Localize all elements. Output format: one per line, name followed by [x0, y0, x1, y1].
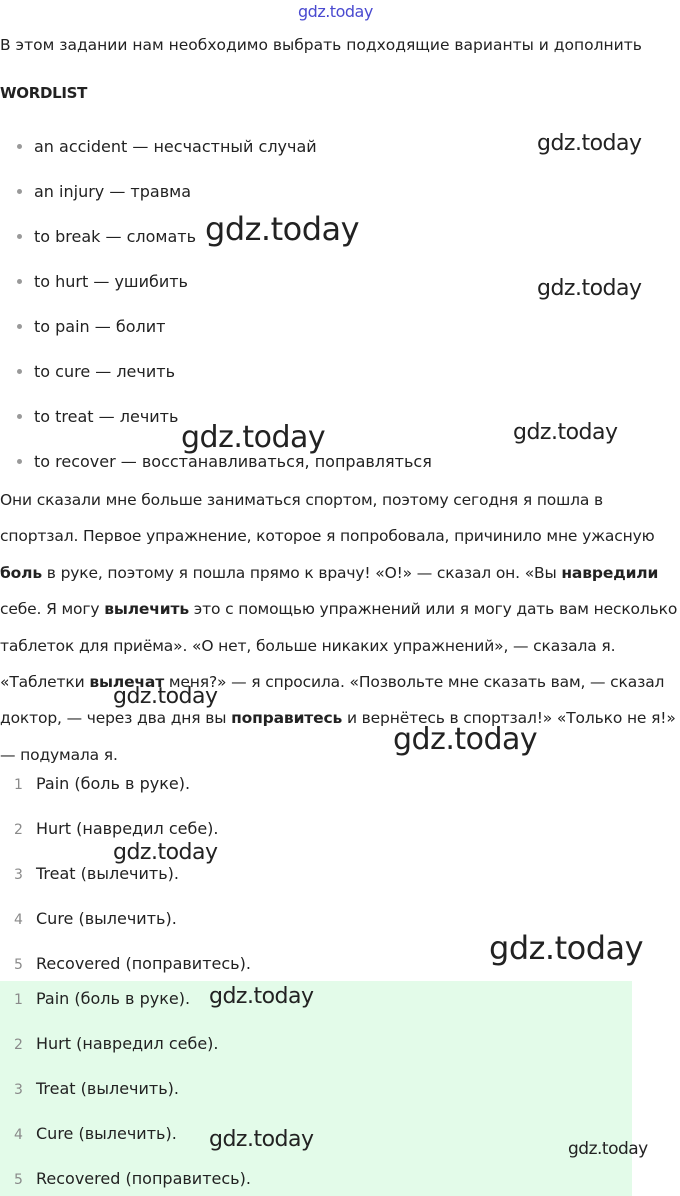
wordlist-item: to break — сломать: [17, 227, 196, 246]
bullet-icon: [17, 234, 22, 239]
watermark: gdz.today: [113, 684, 218, 709]
answer-item: 3 Treat (вылечить).: [14, 864, 179, 883]
story-paragraph: Они сказали мне больше заниматься спортом, поэтому сегодня я пошла в спортзал. Первое упражнение, которое я попробовала, причинило мне ужасную боль в руке, поэтому я пошла прямо к врачу! «О!» — сказал он. «Вы навредили себе. Я могу вылечить это с помощью упражнений или я могу дать вам несколько таблеток для приёма». «О нет, больше никаких упражнений», — сказала я. «Таблетки вылечат меня?» — я спросила. «Позвольте мне сказать вам, — сказал доктор, — через два дня вы поправитесь и вернётесь в спортзал!» «Только не я!» — подумала я.: [0, 491, 678, 764]
watermark: gdz.today: [568, 1139, 648, 1159]
story-keyword: вылечат: [89, 673, 165, 692]
intro-text: В этом задании нам необходимо выбрать подходящие варианты и дополнить: [0, 36, 642, 54]
story-keyword: навредили: [561, 563, 659, 582]
highlighted-answer-item: 1 Pain (боль в руке).: [14, 989, 191, 1008]
watermark: gdz.today: [209, 1127, 314, 1152]
wordlist-item: an accident — несчастный случай: [17, 137, 317, 156]
bullet-icon: [17, 459, 22, 464]
bullet-icon: [17, 189, 22, 194]
story-keyword: боль: [0, 563, 43, 582]
watermark: gdz.today: [513, 420, 618, 445]
wordlist-item: an injury — травма: [17, 182, 191, 201]
answer-item: 2 Hurt (навредил себе).: [14, 819, 219, 838]
highlighted-answer-item: 3 Treat (вылечить).: [14, 1079, 179, 1098]
bullet-icon: [17, 144, 22, 149]
highlighted-answer-item: 5 Recovered (поправитесь).: [14, 1169, 251, 1188]
watermark: gdz.today: [181, 420, 326, 455]
watermark: gdz.today: [489, 929, 644, 967]
highlighted-answer-item: 4 Cure (вылечить).: [14, 1124, 177, 1143]
wordlist-item: to recover — восстанавливаться, поправляться: [17, 452, 432, 471]
watermark: gdz.today: [113, 840, 218, 865]
bullet-icon: [17, 414, 22, 419]
story-keyword: поправитесь: [231, 709, 343, 728]
bullet-icon: [17, 369, 22, 374]
wordlist-heading: WORDLIST: [0, 84, 88, 102]
wordlist-item: to hurt — ушибить: [17, 272, 188, 291]
wordlist-item: to treat — лечить: [17, 407, 178, 426]
wordlist-item: to pain — болит: [17, 317, 165, 336]
highlighted-answer-item: 2 Hurt (навредил себе).: [14, 1034, 219, 1053]
wordlist-item: to cure — лечить: [17, 362, 175, 381]
answer-item: 5 Recovered (поправитесь).: [14, 954, 251, 973]
watermark: gdz.today: [393, 722, 538, 757]
watermark: gdz.today: [537, 131, 642, 156]
watermark: gdz.today: [209, 984, 314, 1009]
story-keyword: вылечить: [104, 600, 189, 619]
watermark: gdz.today: [205, 210, 360, 248]
watermark: gdz.today: [537, 276, 642, 301]
answer-item: 4 Cure (вылечить).: [14, 909, 177, 928]
bullet-icon: [17, 324, 22, 329]
bullet-icon: [17, 279, 22, 284]
answer-item: 1 Pain (боль в руке).: [14, 774, 191, 793]
watermark-top: gdz.today: [298, 2, 373, 21]
